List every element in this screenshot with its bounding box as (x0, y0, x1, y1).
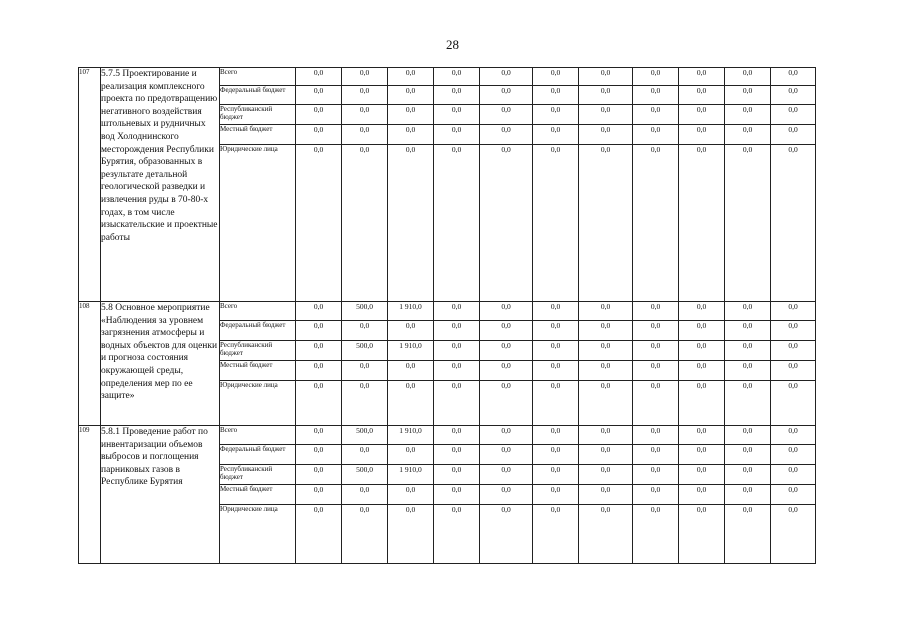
value-cell: 0,0 (342, 381, 388, 426)
value-cell: 0,0 (579, 341, 633, 361)
activity-name: 5.8 Основное мероприятие «Наблюдения за уровнем загрязнения атмосферы и водных объектов для оценки и прогноза состояния окружающей среды, определения мер по ее защите» (101, 302, 220, 426)
value-cell: 0,0 (633, 341, 679, 361)
value-cell: 0,0 (725, 505, 771, 564)
value-cell: 0,0 (725, 485, 771, 505)
value-cell: 0,0 (771, 361, 816, 381)
value-cell: 0,0 (342, 445, 388, 465)
value-cell: 0,0 (434, 426, 480, 445)
value-cell: 1 910,0 (388, 302, 434, 321)
value-cell: 0,0 (771, 86, 816, 105)
source-local-budget: Местный бюджет (220, 485, 296, 505)
value-cell: 0,0 (633, 505, 679, 564)
value-cell: 0,0 (725, 381, 771, 426)
value-cell: 0,0 (388, 125, 434, 145)
value-cell: 0,0 (771, 341, 816, 361)
value-cell: 0,0 (579, 105, 633, 125)
value-cell: 0,0 (388, 445, 434, 465)
source-republican-budget: Республиканский бюджет (220, 465, 296, 485)
budget-table (78, 67, 816, 564)
value-cell: 0,0 (679, 125, 725, 145)
value-cell: 0,0 (296, 125, 342, 145)
value-cell: 0,0 (633, 321, 679, 341)
value-cell: 0,0 (771, 426, 816, 445)
source-total: Всего (220, 426, 296, 445)
value-cell: 0,0 (296, 86, 342, 105)
value-cell: 0,0 (633, 105, 679, 125)
value-cell: 0,0 (533, 361, 579, 381)
value-cell: 0,0 (533, 426, 579, 445)
value-cell: 0,0 (771, 505, 816, 564)
value-cell: 0,0 (771, 302, 816, 321)
source-federal-budget: Федеральный бюджет (220, 86, 296, 105)
source-legal-entities: Юридические лица (220, 505, 296, 564)
value-cell: 0,0 (342, 105, 388, 125)
table-row (79, 302, 816, 321)
value-cell: 0,0 (579, 145, 633, 302)
value-cell: 0,0 (480, 505, 533, 564)
value-cell: 0,0 (771, 465, 816, 485)
value-cell: 0,0 (296, 145, 342, 302)
value-cell: 0,0 (679, 68, 725, 86)
value-cell: 0,0 (533, 381, 579, 426)
row-number: 107 (79, 68, 101, 302)
value-cell: 0,0 (434, 341, 480, 361)
value-cell: 0,0 (296, 361, 342, 381)
value-cell: 0,0 (342, 361, 388, 381)
value-cell: 0,0 (725, 86, 771, 105)
value-cell: 0,0 (633, 485, 679, 505)
value-cell: 1 910,0 (388, 426, 434, 445)
value-cell: 0,0 (388, 68, 434, 86)
value-cell: 0,0 (725, 321, 771, 341)
value-cell: 0,0 (633, 361, 679, 381)
value-cell: 0,0 (579, 125, 633, 145)
value-cell: 1 910,0 (388, 341, 434, 361)
value-cell: 0,0 (296, 465, 342, 485)
value-cell: 0,0 (725, 145, 771, 302)
value-cell: 500,0 (342, 426, 388, 445)
value-cell: 0,0 (725, 465, 771, 485)
value-cell: 0,0 (725, 361, 771, 381)
value-cell: 0,0 (679, 485, 725, 505)
value-cell: 0,0 (342, 321, 388, 341)
value-cell: 0,0 (633, 302, 679, 321)
value-cell: 0,0 (579, 426, 633, 445)
value-cell: 0,0 (679, 302, 725, 321)
value-cell: 0,0 (434, 145, 480, 302)
value-cell: 0,0 (725, 105, 771, 125)
source-republican-budget: Республиканский бюджет (220, 341, 296, 361)
value-cell: 0,0 (434, 381, 480, 426)
value-cell: 0,0 (296, 505, 342, 564)
value-cell: 0,0 (771, 445, 816, 465)
value-cell: 0,0 (679, 445, 725, 465)
activity-name: 5.7.5 Проектирование и реализация комплексного проекта по предотвращению негативного воздействия штольневых и рудничных вод Холоднинского месторождения Республики Бурятия, образованных в результате детальной геологической разведки и извлечения руды в 70-80-х годах, в том числе изыскательские и проектные работы (101, 68, 220, 302)
source-local-budget: Местный бюджет (220, 361, 296, 381)
value-cell: 0,0 (388, 381, 434, 426)
table-row (79, 68, 816, 86)
value-cell: 0,0 (434, 465, 480, 485)
value-cell: 0,0 (579, 381, 633, 426)
value-cell: 0,0 (633, 426, 679, 445)
value-cell: 0,0 (434, 86, 480, 105)
value-cell: 0,0 (771, 321, 816, 341)
value-cell: 0,0 (679, 426, 725, 445)
value-cell: 0,0 (296, 321, 342, 341)
value-cell: 0,0 (579, 465, 633, 485)
value-cell: 0,0 (679, 321, 725, 341)
value-cell: 0,0 (480, 125, 533, 145)
value-cell: 0,0 (725, 68, 771, 86)
value-cell: 0,0 (579, 86, 633, 105)
value-cell: 0,0 (771, 145, 816, 302)
value-cell: 0,0 (633, 86, 679, 105)
value-cell: 0,0 (480, 145, 533, 302)
value-cell: 0,0 (533, 105, 579, 125)
value-cell: 0,0 (633, 381, 679, 426)
value-cell: 0,0 (434, 361, 480, 381)
value-cell: 0,0 (342, 86, 388, 105)
value-cell: 0,0 (342, 485, 388, 505)
value-cell: 0,0 (633, 68, 679, 86)
value-cell: 0,0 (296, 426, 342, 445)
value-cell: 0,0 (579, 361, 633, 381)
value-cell: 0,0 (480, 68, 533, 86)
value-cell: 0,0 (480, 426, 533, 445)
value-cell: 0,0 (579, 68, 633, 86)
source-legal-entities: Юридические лица (220, 145, 296, 302)
value-cell: 0,0 (434, 125, 480, 145)
value-cell: 0,0 (388, 86, 434, 105)
value-cell: 0,0 (679, 361, 725, 381)
value-cell: 0,0 (771, 105, 816, 125)
value-cell: 0,0 (771, 485, 816, 505)
value-cell: 0,0 (533, 321, 579, 341)
value-cell: 0,0 (533, 125, 579, 145)
value-cell: 0,0 (296, 485, 342, 505)
activity-name: 5.8.1 Проведение работ по инвентаризации объемов выбросов и поглощения парниковых газов в Республике Бурятия (101, 426, 220, 564)
page-number: 28 (446, 37, 459, 52)
row-number: 108 (79, 302, 101, 426)
value-cell: 0,0 (771, 125, 816, 145)
value-cell: 1 910,0 (388, 465, 434, 485)
source-total: Всего (220, 302, 296, 321)
value-cell: 0,0 (480, 86, 533, 105)
source-federal-budget: Федеральный бюджет (220, 445, 296, 465)
value-cell: 0,0 (434, 302, 480, 321)
value-cell: 0,0 (771, 381, 816, 426)
value-cell: 0,0 (579, 445, 633, 465)
value-cell: 0,0 (296, 381, 342, 426)
value-cell: 0,0 (679, 465, 725, 485)
value-cell: 0,0 (388, 505, 434, 564)
value-cell: 0,0 (633, 445, 679, 465)
source-local-budget: Местный бюджет (220, 125, 296, 145)
value-cell: 0,0 (533, 86, 579, 105)
source-republican-budget: Республиканский бюджет (220, 105, 296, 125)
value-cell: 0,0 (679, 381, 725, 426)
value-cell: 0,0 (480, 321, 533, 341)
value-cell: 0,0 (480, 485, 533, 505)
value-cell: 0,0 (533, 505, 579, 564)
value-cell: 0,0 (633, 125, 679, 145)
value-cell: 0,0 (480, 341, 533, 361)
value-cell: 0,0 (296, 445, 342, 465)
value-cell: 0,0 (480, 465, 533, 485)
value-cell: 0,0 (434, 105, 480, 125)
value-cell: 0,0 (480, 361, 533, 381)
value-cell: 0,0 (480, 381, 533, 426)
value-cell: 0,0 (579, 321, 633, 341)
source-total: Всего (220, 68, 296, 86)
value-cell: 500,0 (342, 465, 388, 485)
value-cell: 0,0 (679, 86, 725, 105)
value-cell: 0,0 (434, 485, 480, 505)
value-cell: 0,0 (342, 505, 388, 564)
value-cell: 0,0 (679, 145, 725, 302)
value-cell: 0,0 (579, 485, 633, 505)
value-cell: 0,0 (533, 465, 579, 485)
value-cell: 0,0 (725, 125, 771, 145)
source-legal-entities: Юридические лица (220, 381, 296, 426)
value-cell: 0,0 (480, 302, 533, 321)
value-cell: 0,0 (342, 68, 388, 86)
value-cell: 0,0 (342, 145, 388, 302)
value-cell: 0,0 (679, 105, 725, 125)
value-cell: 0,0 (480, 445, 533, 465)
value-cell: 0,0 (679, 505, 725, 564)
value-cell: 0,0 (296, 68, 342, 86)
value-cell: 0,0 (434, 445, 480, 465)
value-cell: 0,0 (533, 485, 579, 505)
value-cell: 0,0 (296, 341, 342, 361)
value-cell: 0,0 (533, 68, 579, 86)
table-row (79, 426, 816, 445)
value-cell: 0,0 (296, 302, 342, 321)
value-cell: 0,0 (434, 505, 480, 564)
value-cell: 0,0 (296, 105, 342, 125)
value-cell: 0,0 (388, 485, 434, 505)
value-cell: 0,0 (633, 145, 679, 302)
value-cell: 0,0 (533, 302, 579, 321)
value-cell: 500,0 (342, 341, 388, 361)
value-cell: 0,0 (771, 68, 816, 86)
value-cell: 500,0 (342, 302, 388, 321)
value-cell: 0,0 (725, 445, 771, 465)
value-cell: 0,0 (725, 302, 771, 321)
source-federal-budget: Федеральный бюджет (220, 321, 296, 341)
value-cell: 0,0 (725, 341, 771, 361)
value-cell: 0,0 (633, 465, 679, 485)
value-cell: 0,0 (388, 321, 434, 341)
value-cell: 0,0 (434, 321, 480, 341)
value-cell: 0,0 (579, 505, 633, 564)
value-cell: 0,0 (388, 361, 434, 381)
value-cell: 0,0 (388, 105, 434, 125)
value-cell: 0,0 (533, 341, 579, 361)
value-cell: 0,0 (679, 341, 725, 361)
value-cell: 0,0 (533, 445, 579, 465)
value-cell: 0,0 (480, 105, 533, 125)
value-cell: 0,0 (434, 68, 480, 86)
value-cell: 0,0 (579, 302, 633, 321)
row-number: 109 (79, 426, 101, 564)
value-cell: 0,0 (342, 125, 388, 145)
value-cell: 0,0 (725, 426, 771, 445)
value-cell: 0,0 (388, 145, 434, 302)
value-cell: 0,0 (533, 145, 579, 302)
